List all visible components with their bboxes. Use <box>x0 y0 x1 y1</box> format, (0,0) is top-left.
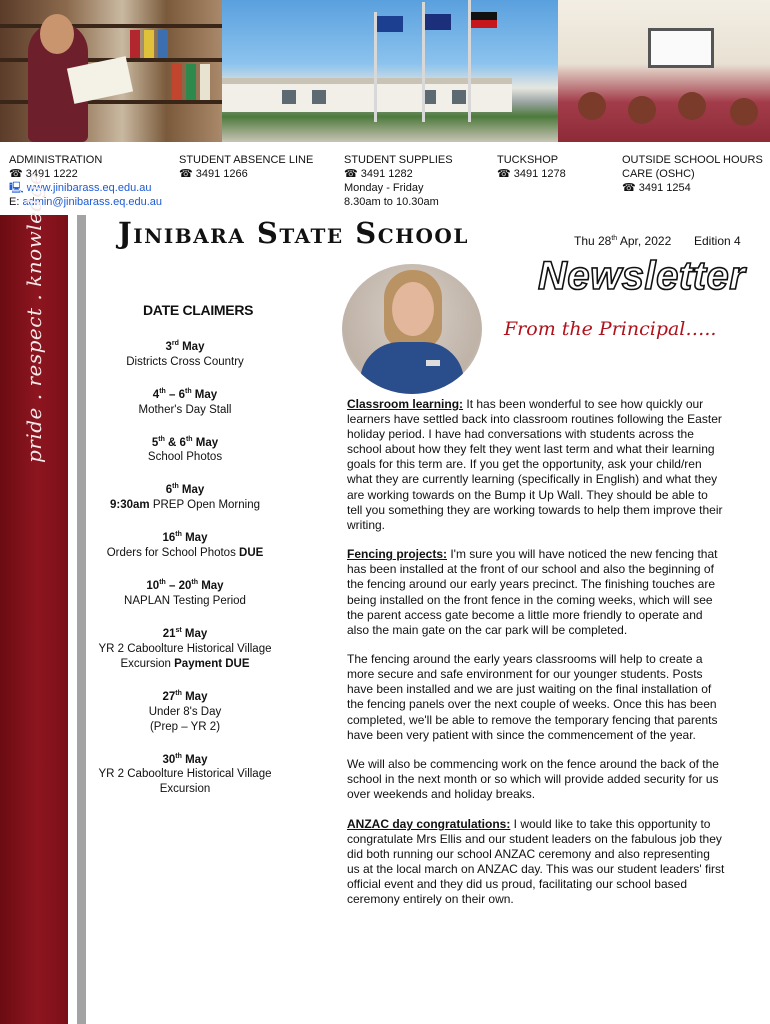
date-part: – 6 <box>165 388 185 401</box>
event-text: NAPLAN Testing Period <box>124 594 246 607</box>
school-title: Jinibara State School <box>118 216 469 250</box>
contact-tuckshop <box>497 153 566 181</box>
date-part: th <box>185 387 192 395</box>
computer-icon: 🖳 <box>9 182 27 194</box>
paragraph-anzac-day <box>347 817 725 908</box>
event-time: 9:30am <box>109 499 150 512</box>
student-figure <box>730 98 758 126</box>
email-prefix: E: <box>9 196 23 208</box>
bookshelf <box>0 24 222 28</box>
date-claimer-date <box>92 527 278 546</box>
date-part: th <box>172 483 179 491</box>
date-part: th <box>175 752 182 760</box>
contact-phone: ☎ 3491 1254 <box>622 182 691 194</box>
paragraph-lead: Fencing projects: <box>347 547 448 562</box>
date-claimer-date <box>92 432 278 451</box>
date-part: 16 <box>162 532 176 545</box>
event-text: School Photos <box>147 451 223 464</box>
whiteboard <box>648 28 714 68</box>
date-claimer-event <box>92 355 278 370</box>
date-part: th <box>185 435 193 443</box>
contact-label: ADMINISTRATION <box>9 154 103 166</box>
paragraph-back-fence: We will also be commencing work on the fence around the back of the school in the next month or so which will provide added security for us over weekends and holiday breaks. <box>347 757 719 802</box>
contact-label: STUDENT SUPPLIES <box>344 154 453 166</box>
date-claimer-item <box>92 527 278 561</box>
website-link[interactable]: www.jinibarass.eq.edu.au <box>26 182 152 194</box>
date-part: th <box>175 689 182 697</box>
date-claimer-date <box>92 575 278 594</box>
date-part: 6 <box>165 484 173 497</box>
principal-shirt <box>360 342 464 394</box>
date-part: 30 <box>162 753 176 766</box>
email-link[interactable]: admin@jinibarass.eq.edu.au <box>22 196 163 208</box>
date-claimer-item <box>92 623 278 672</box>
date-claimer-item <box>92 384 278 418</box>
event-text: (Prep – YR 2) <box>149 720 221 733</box>
paragraph-text: It has been wonderful to see how quickly our learners have settled back into classroom routines following the Easter holiday period. I have had conversations with students across the school about how they felt they went last term and what their learning goals for this term are. If you get the opportunity, ask your child/ren what they are currently learning (specifically in English) and what they are working towards on the Bump it Up Wall. They should be able to tell you something they are working towards to help them improve their writing. <box>347 397 723 532</box>
date-part: 5 <box>151 436 159 449</box>
date-claimer-event <box>92 450 278 465</box>
contact-student-supplies <box>344 153 453 209</box>
event-text: Under 8's Day <box>148 705 222 718</box>
issue-date <box>574 234 671 248</box>
date-part: 4 <box>152 388 160 401</box>
date-claimer-event <box>92 720 278 735</box>
date-claimer-event <box>92 642 278 657</box>
date-claimer-item <box>92 336 278 370</box>
book <box>144 30 154 58</box>
date-claimer-item <box>92 432 278 466</box>
paragraph-fencing-early-years: The fencing around the early years classrooms will help to create a more secure and safe environment for our younger students. Posts have been installed and we are just waiting on the final installation of the fencing panels over the next couple of weeks. Once this has been completed, we'll be able to remove the temporary fencing that parents have been very patient with since the commencement of the year. <box>347 652 718 742</box>
principal-face <box>392 282 434 336</box>
contact-label: OUTSIDE SCHOOL HOURS <box>622 154 763 166</box>
date-part: th <box>158 435 165 443</box>
date-claimers-list <box>92 336 278 811</box>
date-part: 10 <box>146 579 160 592</box>
date-part: th <box>159 387 166 395</box>
date-part: rd <box>171 340 179 347</box>
window <box>282 90 296 104</box>
event-text: Districts Cross Country <box>126 355 244 368</box>
paragraph-text: I would like to take this opportunity to congratulate Mrs Ellis and our student leaders on the fabulous job they did both running our school ANZAC ceremony and also representing us at the local march on ANZAC day. This was our student leaders' first official event and they did us proud, facilitating our school based ceremony entirely on their own. <box>347 816 725 907</box>
student-head <box>40 14 74 54</box>
name-badge <box>426 360 440 366</box>
date-part: May <box>178 484 205 497</box>
newsletter-heading: Newsletter <box>538 254 746 298</box>
classroom-photo <box>558 0 770 142</box>
contact-phone: ☎ 3491 1266 <box>179 168 248 180</box>
date-part: May <box>181 627 208 640</box>
contact-label: TUCKSHOP <box>497 154 559 166</box>
contact-times: 8.30am to 10.30am <box>344 196 439 208</box>
paragraph-text: I'm sure you will have noticed the new fencing that has been installed at the front of our school and also the beginning of the fencing around our early years precinct. The finishing touches are being installed on the front fence in the coming weeks, which will see the parent access gate become a little more friendly to operate and also the main gate on the car park will be completed. <box>347 547 718 637</box>
flag-icon <box>471 12 497 28</box>
contact-label: STUDENT ABSENCE LINE <box>179 154 314 166</box>
contact-oshc <box>622 153 763 195</box>
date-part: May <box>181 532 208 545</box>
date-claimers-heading: DATE CLAIMERS <box>143 302 254 318</box>
event-note: Payment DUE <box>174 657 250 670</box>
school-flags-photo <box>222 0 558 142</box>
date-part: st <box>175 626 182 634</box>
event-text: YR 2 Caboolture Historical Village <box>98 642 272 655</box>
date-day: Thu 28 <box>574 234 612 248</box>
library-photo <box>0 0 222 142</box>
date-part: th <box>175 531 182 539</box>
flag-icon <box>425 14 451 30</box>
from-principal-heading: From the Principal….. <box>504 318 717 340</box>
book <box>158 30 168 58</box>
principal-photo <box>342 264 482 394</box>
window <box>452 90 466 104</box>
contact-phone: ☎ 3491 1278 <box>497 168 566 180</box>
date-part: 3 <box>165 340 172 353</box>
contact-label-2: CARE (OSHC) <box>622 168 695 180</box>
contact-absence-line <box>179 153 313 181</box>
date-part: 21 <box>162 627 176 640</box>
sidebar-banner-stripe <box>68 215 77 1024</box>
contact-phone: ☎ 3491 1222 <box>9 168 78 180</box>
book <box>200 64 210 100</box>
flag-icon <box>377 16 403 32</box>
event-text: Mother's Day Stall <box>138 403 232 416</box>
date-claimer-event <box>92 657 278 672</box>
date-part: May <box>181 690 208 703</box>
book <box>172 64 182 100</box>
date-part: th <box>159 579 166 587</box>
date-part: th <box>191 579 198 587</box>
event-text: Orders for School Photos <box>106 547 240 560</box>
contact-hours: Monday - Friday <box>344 182 424 194</box>
date-claimer-date <box>92 623 278 642</box>
date-claimer-date <box>92 384 278 403</box>
date-part: May <box>181 753 208 766</box>
event-text: Excursion <box>159 783 211 796</box>
date-part: 27 <box>162 690 176 703</box>
date-part: – 20 <box>165 579 192 592</box>
date-claimer-item <box>92 479 278 513</box>
date-part: & 6 <box>164 436 186 449</box>
date-claimer-event <box>92 767 278 782</box>
date-claimer-event <box>92 403 278 418</box>
paragraph-lead: ANZAC day congratulations: <box>347 816 511 831</box>
date-part: May <box>192 436 219 449</box>
school-motto <box>22 172 48 465</box>
date-claimer-event <box>92 498 278 513</box>
student-figure <box>578 92 606 120</box>
event-text: YR 2 Caboolture Historical Village <box>98 768 272 781</box>
principal-message <box>347 397 725 922</box>
date-claimer-event <box>92 705 278 720</box>
date-rest: Apr, 2022 <box>617 234 672 248</box>
date-claimer-date <box>92 336 278 355</box>
book <box>130 30 140 58</box>
window <box>312 90 326 104</box>
contact-phone: ☎ 3491 1282 <box>344 168 413 180</box>
event-text: Excursion <box>120 657 175 670</box>
date-claimer-event <box>92 782 278 797</box>
book <box>186 64 196 100</box>
paragraph-fencing-projects <box>347 547 725 638</box>
date-claimer-event <box>92 546 278 561</box>
date-claimer-item <box>92 749 278 798</box>
date-part: May <box>198 579 224 592</box>
date-claimer-date <box>92 479 278 498</box>
edition-number: Edition 4 <box>694 234 741 248</box>
date-claimer-item <box>92 686 278 735</box>
date-part: May <box>191 388 218 401</box>
date-claimer-item <box>92 575 278 609</box>
motto-text: pride . respect . knowledge <box>22 172 46 463</box>
date-claimer-date <box>92 686 278 705</box>
paragraph-lead: Classroom learning: <box>347 397 464 411</box>
date-claimer-date <box>92 749 278 768</box>
paragraph-classroom-learning <box>347 397 725 533</box>
student-figure <box>628 96 656 124</box>
student-figure <box>678 92 706 120</box>
event-note: DUE <box>239 547 264 560</box>
date-suffix: th <box>611 235 618 242</box>
date-claimer-event <box>92 594 278 609</box>
date-part: May <box>178 340 205 353</box>
event-text: PREP Open Morning <box>149 499 260 512</box>
